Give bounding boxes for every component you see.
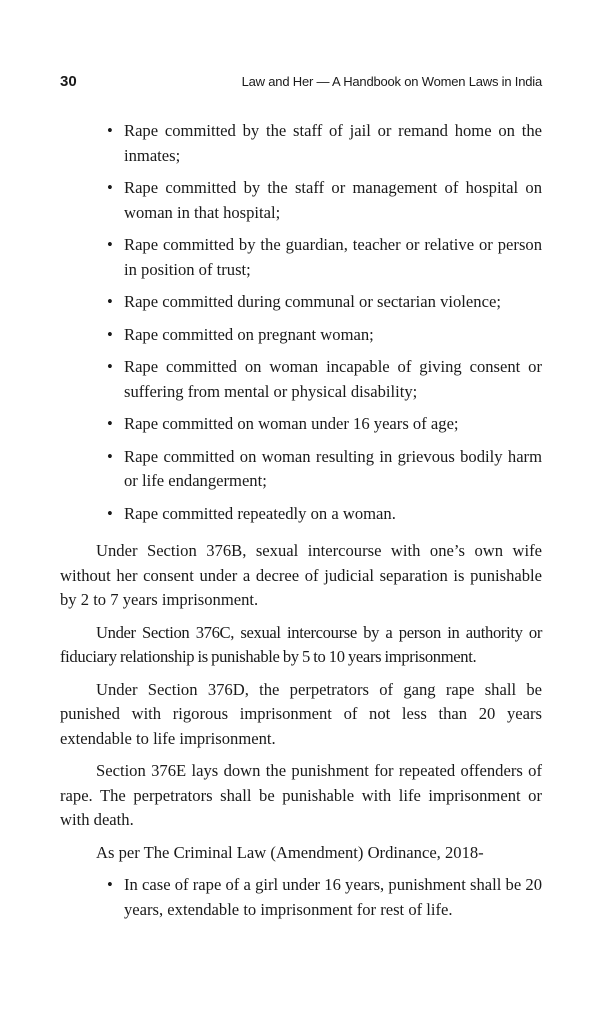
paragraph-section-376c: Under Section 376C, sexual intercourse by a person in authority or fiduciary relationship is punishable by 5 to 10 years imprisonment. xyxy=(60,622,542,666)
list-item: • Rape committed on pregnant woman; xyxy=(124,323,542,348)
list-item: • Rape committed by the guardian, teacher or relative or person in position of trust; xyxy=(124,233,542,282)
ordinance-list xyxy=(60,873,542,922)
list-item: • Rape committed by the staff or management of hospital on woman in that hospital; xyxy=(124,176,542,225)
list-item: • Rape committed on woman resulting in grievous bodily harm or life endangerment; xyxy=(124,445,542,494)
list-item: • Rape committed on woman under 16 years of age; xyxy=(124,412,542,437)
paragraph-section-376d: Under Section 376D, the perpetrators of gang rape shall be punished with rigorous imprisonment of not less than 20 years extendable to life imprisonment. xyxy=(60,679,542,748)
paragraph-section-376b: Under Section 376B, sexual intercourse with one’s own wife without her consent under a decree of judicial separation is punishable by 2 to 7 years imprisonment. xyxy=(60,541,542,609)
list-item: • Rape committed repeatedly on a woman. xyxy=(124,502,542,527)
list-item: • Rape committed on woman incapable of giving consent or suffering from mental or physical disability; xyxy=(124,355,542,404)
list-item: • In case of rape of a girl under 16 years, punishment shall be 20 years, extendable to imprisonment for rest of life. xyxy=(124,873,542,922)
page-body xyxy=(60,119,542,930)
aggravated-rape-list xyxy=(60,119,542,526)
running-head: Law and Her — A Handbook on Women Laws in India xyxy=(241,74,542,89)
list-item: • Rape committed during communal or sectarian violence; xyxy=(124,290,542,315)
page-header xyxy=(60,73,542,93)
page-number: 30 xyxy=(60,73,77,90)
paragraph-section-376e: Section 376E lays down the punishment for repeated offenders of rape. The perpetrators shall be punishable with life imprisonment or with death. xyxy=(60,761,542,829)
list-item: • Rape committed by the staff of jail or remand home on the inmates; xyxy=(124,119,542,168)
paragraph-ordinance-2018: As per The Criminal Law (Amendment) Ordinance, 2018- xyxy=(96,842,484,862)
